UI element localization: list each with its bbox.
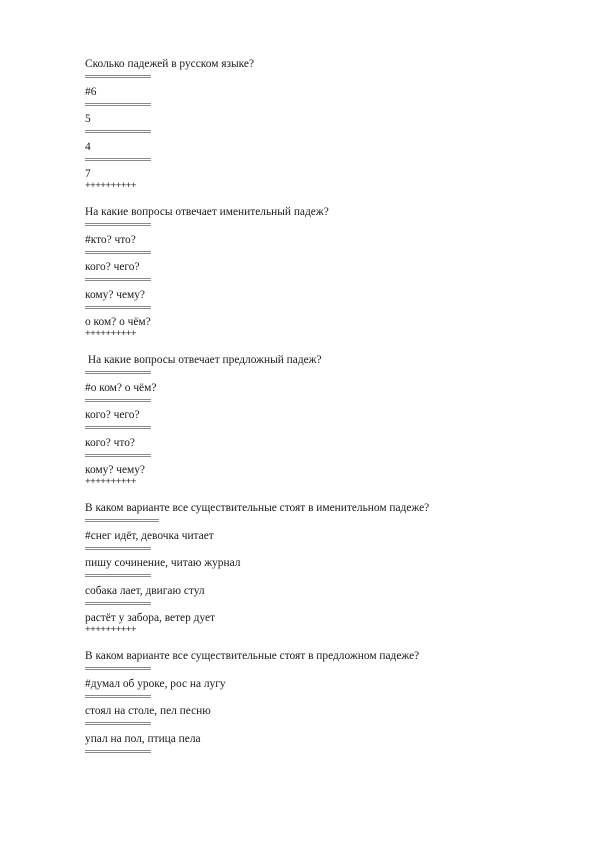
answer-option: стоял на столе, пел песню (85, 705, 211, 717)
question-text: Сколько падежей в русском языке? (85, 58, 255, 70)
question-block-5 (85, 649, 555, 759)
question-text: В каком варианте все существительные стоят в предложном падеже? (85, 650, 420, 662)
answer-separator (85, 247, 555, 261)
answer-separator (85, 422, 555, 436)
answer-separator (85, 663, 555, 677)
question-end-separator: ++++++++++ (85, 180, 137, 191)
answer-option: собака лает, двигаю стул (85, 584, 205, 597)
question-block-4 (85, 501, 555, 635)
question-text: На какие вопросы отвечает предложный падеж? (85, 354, 322, 366)
answer-option: кого? чего? (85, 261, 140, 273)
answer-separator (85, 450, 555, 464)
answer-option: кому? чему? (85, 464, 145, 476)
question-block-2 (85, 205, 555, 339)
answer-separator (85, 746, 555, 760)
answer-separator (85, 395, 555, 409)
answer-option: кого? чего? (85, 409, 140, 421)
answer-option-correct: #6 (85, 85, 97, 98)
answer-separator (85, 570, 555, 584)
answer-separator (85, 302, 555, 316)
question-text: На какие вопросы отвечает именительный падеж? (85, 206, 329, 218)
answer-option-correct: #кто? что? (85, 233, 136, 246)
question-block-1 (85, 57, 555, 191)
answer-option-correct: #думал об уроке, рос на лугу (85, 677, 226, 690)
answer-option-correct: #снег идёт, девочка читает (85, 529, 214, 542)
answer-separator (85, 99, 555, 113)
question-end-separator: ++++++++++ (85, 624, 137, 635)
answer-option: упал на пол, птица пела (85, 732, 201, 745)
test-document (85, 57, 555, 759)
answer-option: растёт у забора, ветер дует (85, 612, 216, 624)
answer-separator (85, 126, 555, 140)
answer-separator (85, 543, 555, 557)
answer-separator (85, 598, 555, 612)
question-end-separator: ++++++++++ (85, 328, 137, 339)
question-text: В каком варианте все существительные стоят в именительном падеже? (85, 502, 430, 514)
answer-option: 5 (85, 113, 91, 125)
answer-separator (85, 274, 555, 288)
answer-option: о ком? о чём? (85, 316, 151, 328)
answer-separator (85, 691, 555, 705)
question-end-separator: ++++++++++ (85, 476, 137, 487)
answer-separator (85, 154, 555, 168)
question-block-3 (85, 353, 555, 487)
answer-separator (85, 71, 555, 85)
answer-option: 4 (85, 140, 91, 153)
answer-option: 7 (85, 168, 91, 180)
answer-separator (85, 219, 555, 233)
answer-separator (85, 718, 555, 732)
answer-option: кого? что? (85, 436, 135, 449)
answer-option-correct: #о ком? о чём? (85, 381, 157, 394)
answer-option: кому? чему? (85, 288, 145, 301)
answer-separator (85, 367, 555, 381)
answer-option: пишу сочинение, читаю журнал (85, 557, 241, 569)
answer-separator (85, 515, 555, 529)
